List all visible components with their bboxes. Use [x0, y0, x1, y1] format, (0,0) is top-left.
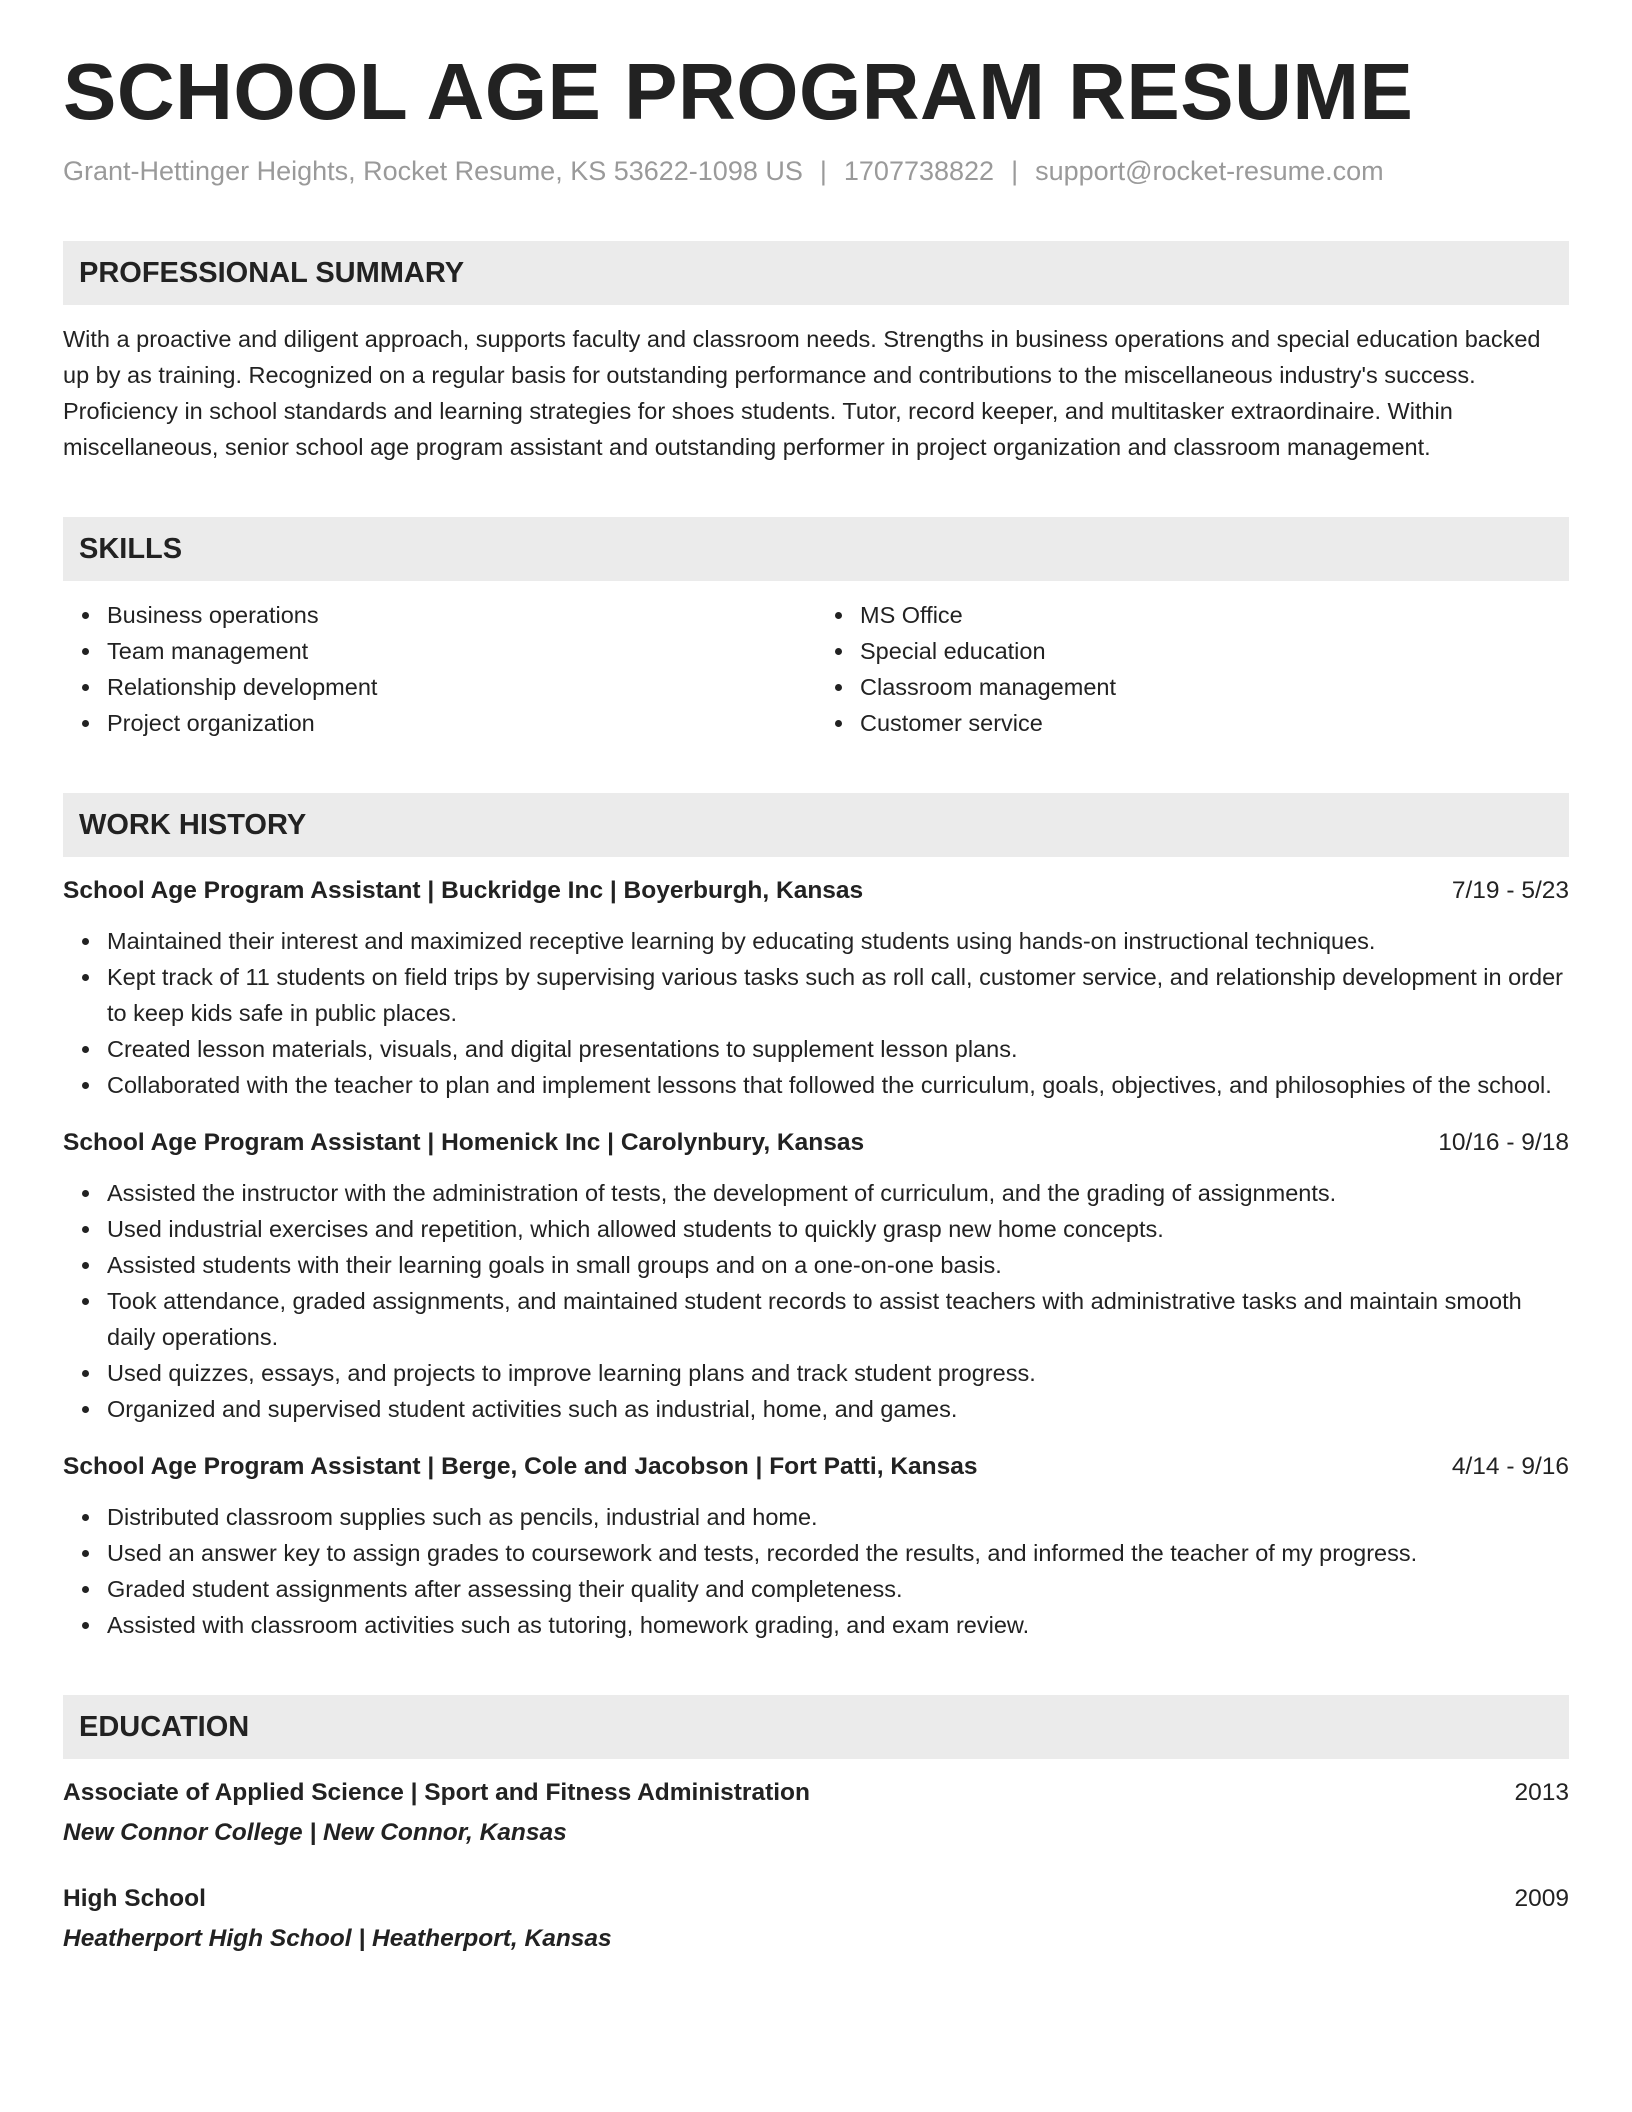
job-dates: 4/14 - 9/16: [1451, 1453, 1569, 1481]
job-bullet: Organized and supervised student activities such as industrial, home, and games.: [107, 1391, 1569, 1427]
job-header: [63, 1449, 1569, 1485]
contact-address: Grant-Hettinger Heights, Rocket Resume, KS 53622-1098 US: [63, 156, 803, 186]
job-bullet: Assisted students with their learning goals in small groups and on a one-on-one basis.: [107, 1247, 1569, 1283]
skills-column-left: [63, 597, 816, 741]
job-bullet: Used industrial exercises and repetition, which allowed students to quickly grasp new home concepts.: [107, 1211, 1569, 1247]
education-entry: [63, 1881, 1569, 1957]
job-bullets: [63, 1499, 1569, 1643]
job-bullet: Kept track of 11 students on field trips by supervising various tasks such as roll call, customer service, and relationship development in order to keep kids safe in public places.: [107, 959, 1569, 1031]
education-list: [63, 1775, 1569, 1957]
job-bullet: Maintained their interest and maximized receptive learning by educating students using hands-on instructional techniques.: [107, 923, 1569, 959]
skill-item: Special education: [860, 633, 1569, 669]
contact-email: support@rocket-resume.com: [1035, 156, 1384, 186]
skill-item: Business operations: [107, 597, 816, 633]
job-bullets: [63, 1175, 1569, 1427]
education-year: 2013: [1514, 1779, 1569, 1807]
education-header: [63, 1775, 1569, 1811]
job-dates: 10/16 - 9/18: [1438, 1129, 1569, 1157]
job-bullets: [63, 923, 1569, 1103]
summary-text: With a proactive and diligent approach, supports faculty and classroom needs. Strengths in business operations and special education backed up by as training. Recognized on a regular basis for outstanding performance and contributions to the miscellaneous industry's success. Proficiency in school standards and learning strategies for shoes students. Tutor, record keeper, and multitasker extraordinaire. Within miscellaneous, senior school age program assistant and outstanding performer in project organization and classroom management.: [63, 326, 1541, 461]
work-history-list: [63, 873, 1569, 1643]
job-header: [63, 873, 1569, 909]
job-entry: [63, 873, 1569, 1103]
skill-item: Project organization: [107, 705, 816, 741]
education-year: 2009: [1514, 1885, 1569, 1913]
education-degree: Associate of Applied Science | Sport and Fitness Administration: [63, 1779, 810, 1807]
education-header: [63, 1881, 1569, 1917]
job-title: School Age Program Assistant | Berge, Cole and Jacobson | Fort Patti, Kansas: [63, 1453, 978, 1481]
skill-item: MS Office: [860, 597, 1569, 633]
education-entry: [63, 1775, 1569, 1851]
job-dates: 7/19 - 5/23: [1451, 877, 1569, 905]
contact-separator: |: [1011, 156, 1019, 186]
job-bullet: Assisted the instructor with the administration of tests, the development of curriculum, and the grading of assignments.: [107, 1175, 1569, 1211]
job-bullet: Used an answer key to assign grades to coursework and tests, recorded the results, and informed the teacher of my progress.: [107, 1535, 1569, 1571]
job-bullet: Used quizzes, essays, and projects to improve learning plans and track student progress.: [107, 1355, 1569, 1391]
contact-line: [63, 154, 1569, 189]
skill-item: Customer service: [860, 705, 1569, 741]
education-school: Heatherport High School | Heatherport, Kansas: [63, 1925, 612, 1953]
education-school: New Connor College | New Connor, Kansas: [63, 1819, 567, 1847]
skill-item: Relationship development: [107, 669, 816, 705]
section-header-work-history: WORK HISTORY: [63, 793, 1569, 857]
job-title: School Age Program Assistant | Buckridge Inc | Boyerburgh, Kansas: [63, 877, 864, 905]
section-header-skills: SKILLS: [63, 517, 1569, 581]
education-degree: High School: [63, 1885, 206, 1913]
job-bullet: Assisted with classroom activities such as tutoring, homework grading, and exam review.: [107, 1607, 1569, 1643]
job-bullet: Collaborated with the teacher to plan and implement lessons that followed the curriculum, goals, objectives, and philosophies of the school.: [107, 1067, 1569, 1103]
job-entry: [63, 1125, 1569, 1427]
job-bullet: Graded student assignments after assessing their quality and completeness.: [107, 1571, 1569, 1607]
job-entry: [63, 1449, 1569, 1643]
job-bullet: Distributed classroom supplies such as pencils, industrial and home.: [107, 1499, 1569, 1535]
skill-item: Team management: [107, 633, 816, 669]
section-header-education: EDUCATION: [63, 1695, 1569, 1759]
resume-title: SCHOOL AGE PROGRAM RESUME: [63, 47, 1414, 136]
contact-separator: |: [819, 156, 827, 186]
job-bullet: Created lesson materials, visuals, and digital presentations to supplement lesson plans.: [107, 1031, 1569, 1067]
contact-phone: 1707738822: [843, 156, 995, 186]
job-header: [63, 1125, 1569, 1161]
section-header-summary: PROFESSIONAL SUMMARY: [63, 241, 1569, 305]
skill-item: Classroom management: [860, 669, 1569, 705]
job-title: School Age Program Assistant | Homenick Inc | Carolynbury, Kansas: [63, 1129, 865, 1157]
job-bullet: Took attendance, graded assignments, and maintained student records to assist teachers with administrative tasks and maintain smooth daily operations.: [107, 1283, 1569, 1355]
skills-column-right: [816, 597, 1569, 741]
skills-list: [63, 597, 1569, 741]
